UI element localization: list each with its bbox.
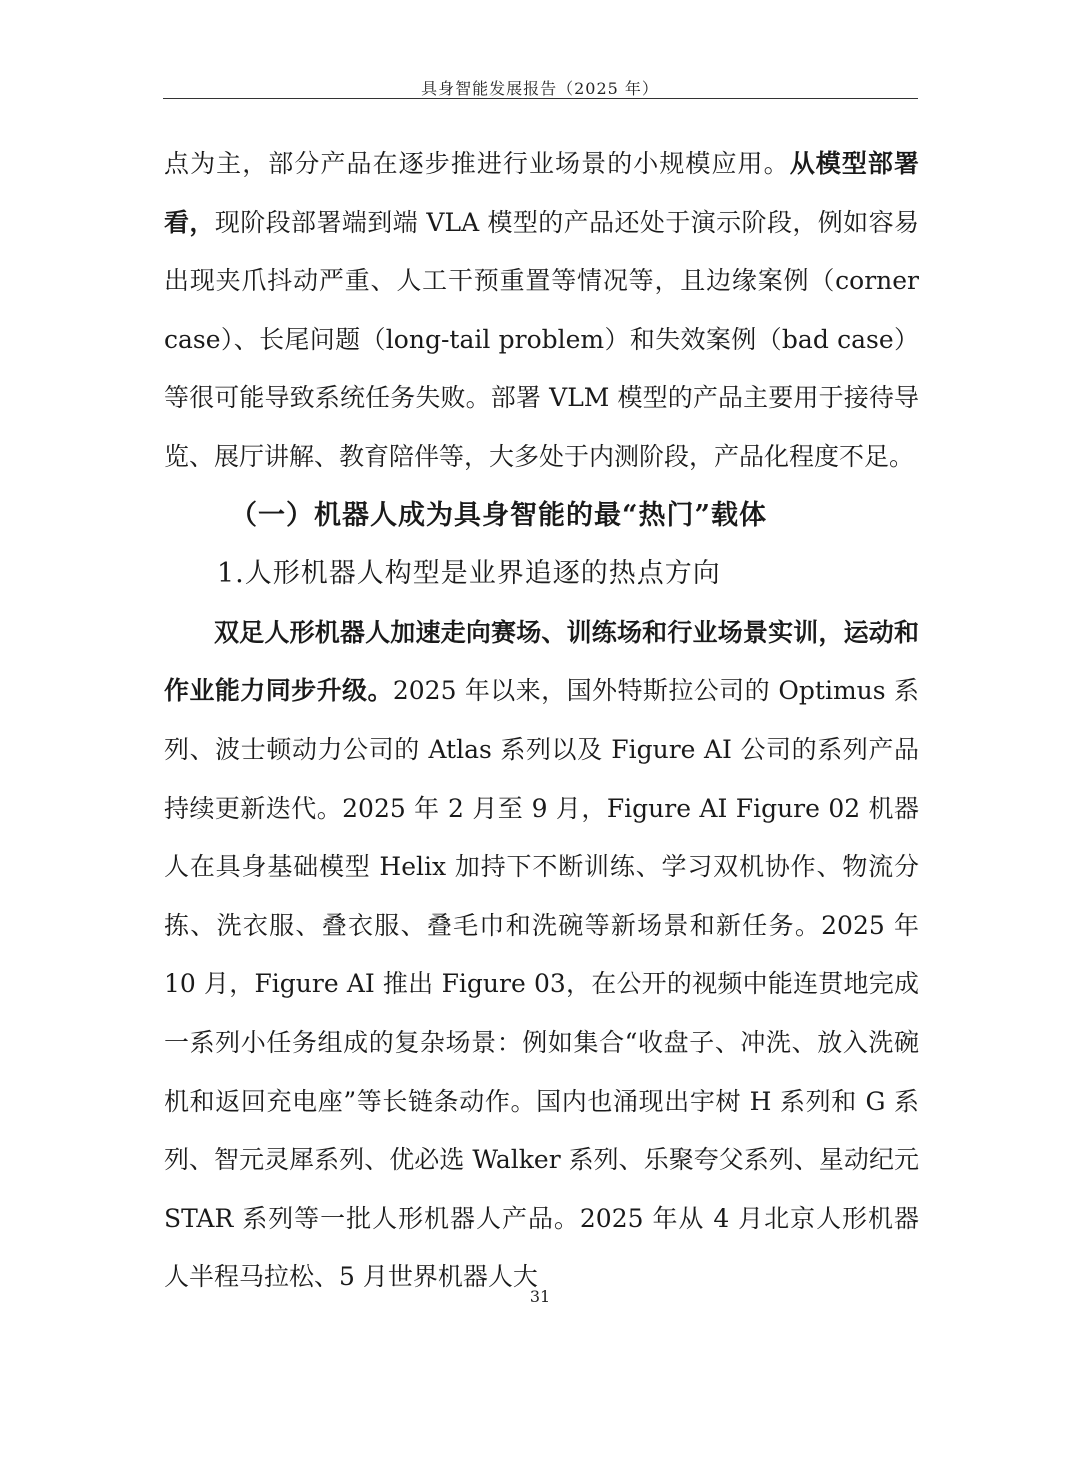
page-number: 31 (529, 1287, 551, 1306)
paragraph-emphasis: 从模型部署看， (164, 149, 919, 237)
paragraph-model-deployment (164, 135, 919, 487)
paragraph-text: 点为主，部分产品在逐步推进行业场景的小规模应用。 (164, 149, 790, 178)
section-heading: （一）机器人成为具身智能的最“热门”载体 (230, 499, 768, 531)
paragraph-emphasis: 双足人形机器人加速走向赛场、训练场和行业场景实训，运动和作业能力同步升级。 (164, 617, 919, 706)
subsection-heading: 1.人形机器人构型是业界追逐的热点方向 (217, 558, 721, 590)
running-header-title: 具身智能发展报告（2025 年） (421, 79, 659, 98)
paragraph-text: 2025 年以来，国外特斯拉公司的 Optimus 系列、波士顿动力公司的 Atlas 系列以及 Figure AI 公司的系列产品持续更新迭代。2025 年 2 月至 9 月，Figure AI Figure 02 机器人在具身基础模型 Helix 加持下不断训练、学习双机协作、物流分拣、洗衣服、叠衣服、叠毛巾和洗碗等新场景和新任务。2025 年 10 月，Figure AI 推出 Figure 03，在公开的视频中能连贯地完成一系列小任务组成的复杂场景：例如集合“收盘子、冲洗、放入洗碗机和返回充电座”等长链条动作。国内也涌现出宇树 H 系列和 G 系列、智元灵犀系列、优必选 Walker 系列、乐聚夸父系列、星动纪元 STAR 系列等一批人形机器人产品。2025 年从 4 月北京人形机器人半程马拉松、5 月世界机器人大 (164, 676, 919, 1292)
paragraph-humanoid-robots (164, 604, 919, 1307)
page-body (164, 135, 919, 1307)
paragraph-text: 现阶段部署端到端 VLA 模型的产品还处于演示阶段，例如容易出现夹爪抖动严重、人工干预重置等情况等，且边缘案例（corner case）、长尾问题（long-tail problem）和失效案例（bad case）等很可能导致系统任务失败。部署 VLM 模型的产品主要用于接待导览、展厅讲解、教育陪伴等，大多处于内测阶段，产品化程度不足。 (164, 207, 919, 471)
header-divider (163, 98, 918, 99)
